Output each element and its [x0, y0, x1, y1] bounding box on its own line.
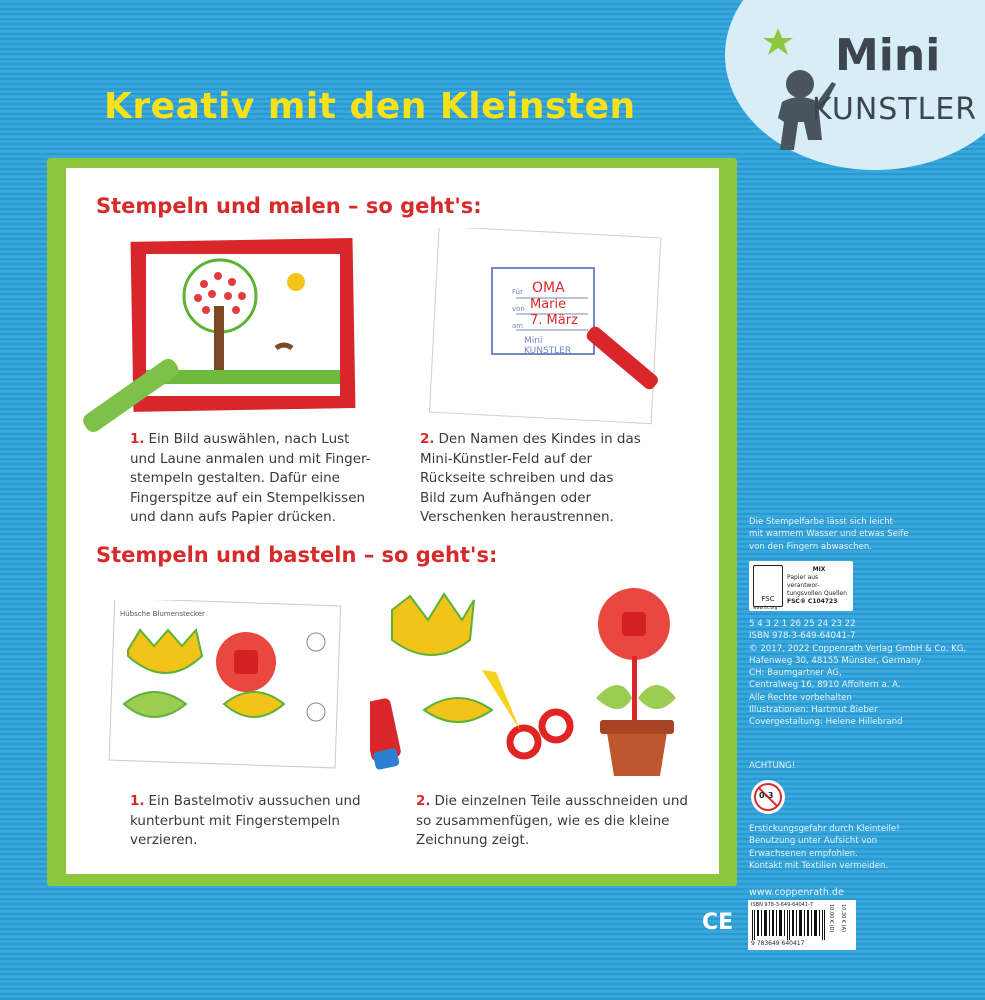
- step-line: kunterbunt mit Fingerstempeln: [130, 812, 340, 829]
- barcode: ISBN 978-3-649-64041-7 9 783649 640417 10,00 € (D) 10,30 € (A): [748, 900, 856, 950]
- craft-sheet-illustration: [104, 600, 344, 770]
- safety-warning: Erstickungsgefahr durch Kleinteile! Benutzung unter Aufsicht von Erwachsenen empfohlen. Kontakt mit Textilien vermeiden.: [749, 824, 900, 871]
- publisher-url: www.coppenrath.de: [749, 887, 844, 898]
- step-line: Bild zum Aufhängen oder: [420, 489, 592, 506]
- card-von-label: von: [512, 305, 525, 313]
- fsc-url: www.fsc.org: [753, 605, 778, 610]
- step-line: Die einzelnen Teile ausschneiden und: [434, 793, 688, 809]
- age-warning-icon: 0-3: [751, 780, 785, 814]
- barcode-bars: [752, 910, 826, 940]
- step-line: stempeln gestalten. Dafür eine: [130, 470, 340, 486]
- step-line: Fingerspitze auf ein Stempelkissen: [130, 489, 366, 506]
- care-note: Die Stempelfarbe lässt sich leicht mit warmem Wasser und etwas Seife von den Fingern abwaschen.: [749, 517, 909, 552]
- card-fuer-label: Für: [512, 288, 523, 296]
- step-number: 2.: [420, 431, 435, 447]
- achtung-label: ACHTUNG!: [749, 761, 796, 771]
- logo-mini-text: Mini: [835, 30, 941, 81]
- fsc-text: MIX Papier aus verantwor-tungsvollen Quellen FSC® C104723: [787, 566, 847, 605]
- cutting-flower-illustration: [370, 580, 710, 780]
- step-line: Den Namen des Kindes in das: [438, 431, 641, 447]
- step-line: Zeichnung zeigt.: [416, 832, 530, 848]
- sheet-title: Hübsche Blumenstecker: [120, 610, 205, 618]
- step-1-malen: [130, 430, 430, 528]
- step-line: Mini-Künstler-Feld auf der: [420, 450, 593, 467]
- fsc-tree-icon: FSC: [753, 565, 783, 607]
- section1-title: Stempeln und malen – so geht's:: [96, 194, 482, 218]
- step-line: verzieren.: [130, 832, 198, 848]
- imprint: 5 4 3 2 1 26 25 24 23 22 ISBN 978-3-649-64041-7 © 2017, 2022 Coppenrath Verlag GmbH & Co. KG, Hafenweg 30, 48155 Münster, Germany CH: Baumgartner AG, Centralweg 16, 8910 Affoltern a. A. Alle Rechte vorbehalten Illustrationen: Hartmut Bieber Covergestaltung: Helene Hillebrand: [749, 619, 967, 728]
- step-2-malen: [420, 430, 720, 528]
- step-line: Rückseite schreiben und das: [420, 470, 614, 486]
- headline: Kreativ mit den Kleinsten: [104, 86, 636, 127]
- card-von-value: Marie: [530, 297, 567, 312]
- card-fuer-value: OMA: [532, 280, 565, 296]
- section2-title: Stempeln und basteln – so geht's:: [96, 543, 498, 567]
- step-1-basteln: [130, 792, 430, 851]
- step-number: 2.: [416, 793, 431, 809]
- step-line: und Laune anmalen und mit Finger-: [130, 450, 371, 467]
- step-number: 1.: [130, 793, 145, 809]
- step-number: 1.: [130, 431, 145, 447]
- step-line: so zusammenfügen, wie es die kleine: [416, 812, 670, 829]
- ce-mark: CE: [702, 910, 734, 935]
- step-line: und dann aufs Papier drücken.: [130, 509, 336, 525]
- step-line: Ein Bild auswählen, nach Lust: [148, 431, 350, 447]
- fsc-label: [749, 561, 853, 611]
- step-line: Verschenken heraustrennen.: [420, 509, 614, 525]
- logo-kuenstler-text: KUNSTLER: [812, 92, 978, 127]
- step-line: Ein Bastelmotiv aussuchen und: [148, 793, 361, 809]
- card-logo: Mini KUNSTLER: [524, 336, 572, 356]
- step-2-basteln: [416, 792, 716, 851]
- card-am-value: 7. März: [530, 313, 578, 328]
- card-am-label: am: [512, 322, 524, 330]
